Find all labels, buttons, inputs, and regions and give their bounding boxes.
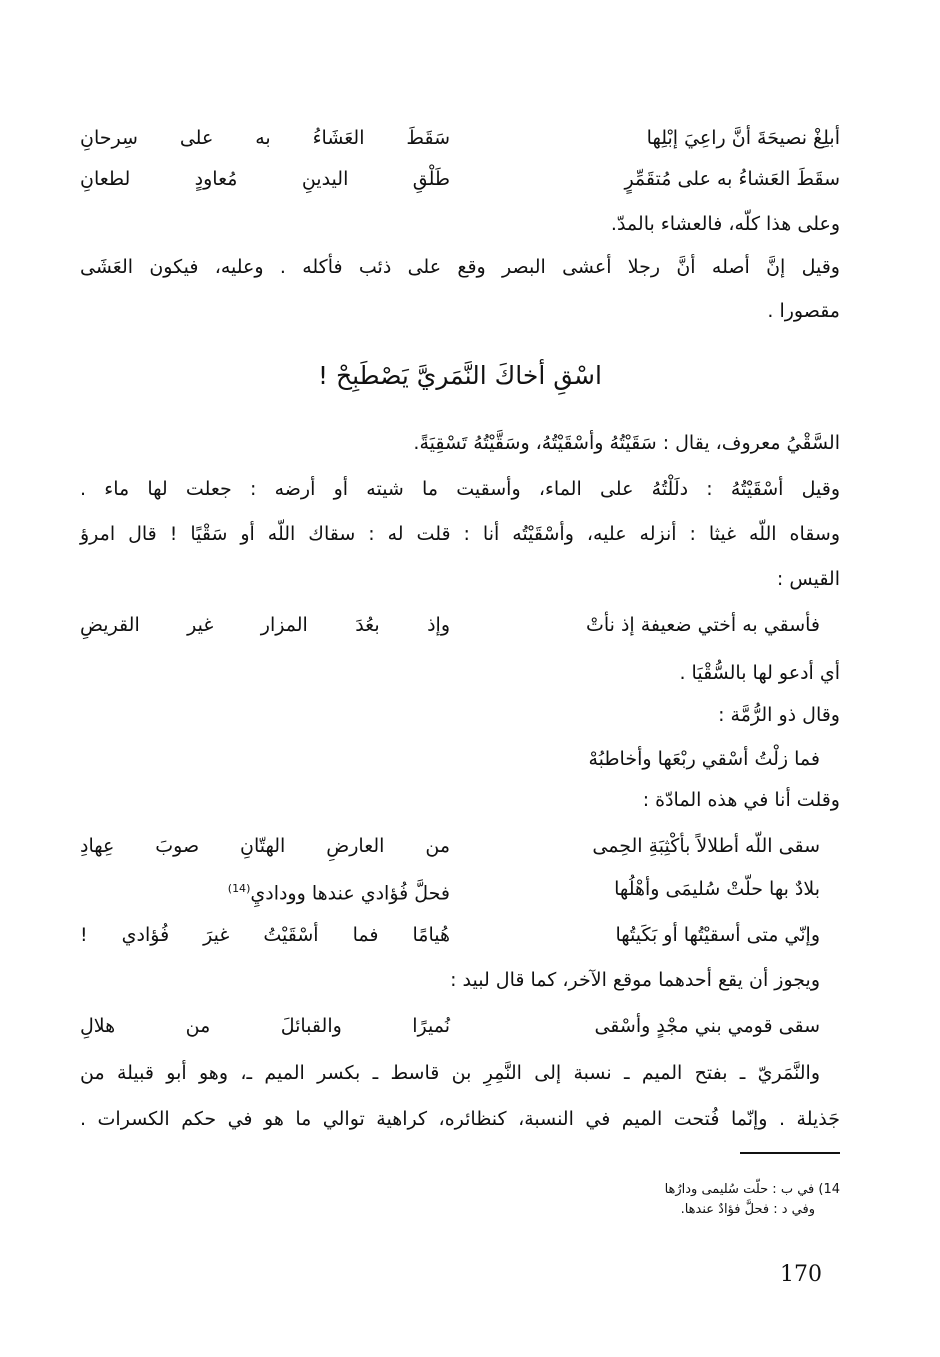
hemistich-second [110,874,450,908]
document-page [80,0,840,1357]
footnote-rule [740,1152,840,1154]
footnote-line: وفي د : فحلَّ فؤادٌ عندها. [680,1202,815,1217]
hemistich-second: هُيامًا فما أسْقَيْتُ غيرَ فُؤادي ! [80,924,450,946]
text-line: أي أدعو لها بالسُّقْيَا . [679,662,840,684]
hemistich-second: وإذ بعُدَ المزار غير القريضِ [80,614,450,636]
text-line: فما زلْتُ أسْقي ربْعَها وأخاطبُهْ [588,748,820,770]
text-line: القيس : [776,568,840,590]
text-line: وقيل إنَّ أصله أنَّ رجلا أعشى البصر وقع على ذئب فأكله . وعليه، فيكون العَشَى [80,256,840,278]
text-line: وقلت أنا في هذه المادّة : [642,789,840,811]
section-heading: اسْقِ أخاكَ النَّمَريَّ يَصْطَبِحْ ! [318,361,602,390]
text-line: مقصورا . [767,300,840,322]
text-line: وعلى هذا كلّه، فالعشاء بالمدّ. [610,213,840,235]
text-line: وسقاه اللّه غيثا : أنزله عليه، وأسْقَيْتُه أنا : قلت له : سقاك اللّه أو سَقْيًا ! قال امرؤ [80,523,840,545]
hemistich-first: أبلِغْ نصيحَةَ أنَّ راعِيَ إبْلِها [646,127,840,149]
hemistich-second: من العارضِ الهتّانِ صوبَ عِهادِ [80,835,450,857]
hemistich-first: بلادٌ بها حلّتْ سُليمَى وأهْلُها [614,878,820,900]
text-line: السَّقْيُ معروف، يقال : سَقَيْتُهُ وأسْقَيْتُهُ، وسَقَّيْتُهُ تَسْقِيَةً. [413,432,840,454]
hemistich-first: سقى اللّه أطلالاً بأكْثِبَةِ الحِمى [592,835,820,857]
text-line: ويجوز أن يقع أحدهما موقع الآخر، كما قال لبيد : [450,969,820,991]
text-line: جَذيلة . وإنّما فُتحت الميم في النسبة، كنظائره، كراهية توالي ما هو في حكم الكسرات . [80,1108,840,1130]
hemistich-first: سقى قومي بني مجْدٍ وأسْقى [594,1015,820,1037]
hemistich-second: سَقَطَ العَشَاءُ به على سِرحانِ [80,127,450,149]
footnote-line: 14) في ب : حلّت سُليمى ودارُها [664,1182,840,1197]
text-line: والنَّمَريّ ـ بفتح الميم ـ نسبة إلى النَّمِرِ بن قاسط ـ بكسر الميم ـ، وهو أبو قبيلة من [80,1062,820,1084]
hemistich-second: طَلْقِ اليدينِ مُعاودٍ لطعانِ [80,168,450,190]
footnote-marker: (14) [227,882,251,895]
hemistich-second: نُميرًا والقبائلَ من هلالِ [80,1015,450,1037]
hemistich-text: فحلَّ فُؤادي عندها ووداديِ [250,882,450,905]
hemistich-first: فأسقي به أختي ضعيفة إذ نأتْ [585,614,820,636]
text-line: وقيل أسْقَيْتُهُ : دلَلْتُهُ على الماء، وأسقيت ما شيته أو أرضه : جعلت لها ماء . [80,478,840,500]
hemistich-first: وإنّي متى أسقيْتُها أو بَكَيتُها [615,924,820,946]
page-number: 170 [780,1262,822,1287]
text-line: وقال ذو الرُّمَّة : [718,704,840,726]
hemistich-first: سقَطَ العَشاءُ به على مُتقَمِّرٍ [624,168,840,190]
